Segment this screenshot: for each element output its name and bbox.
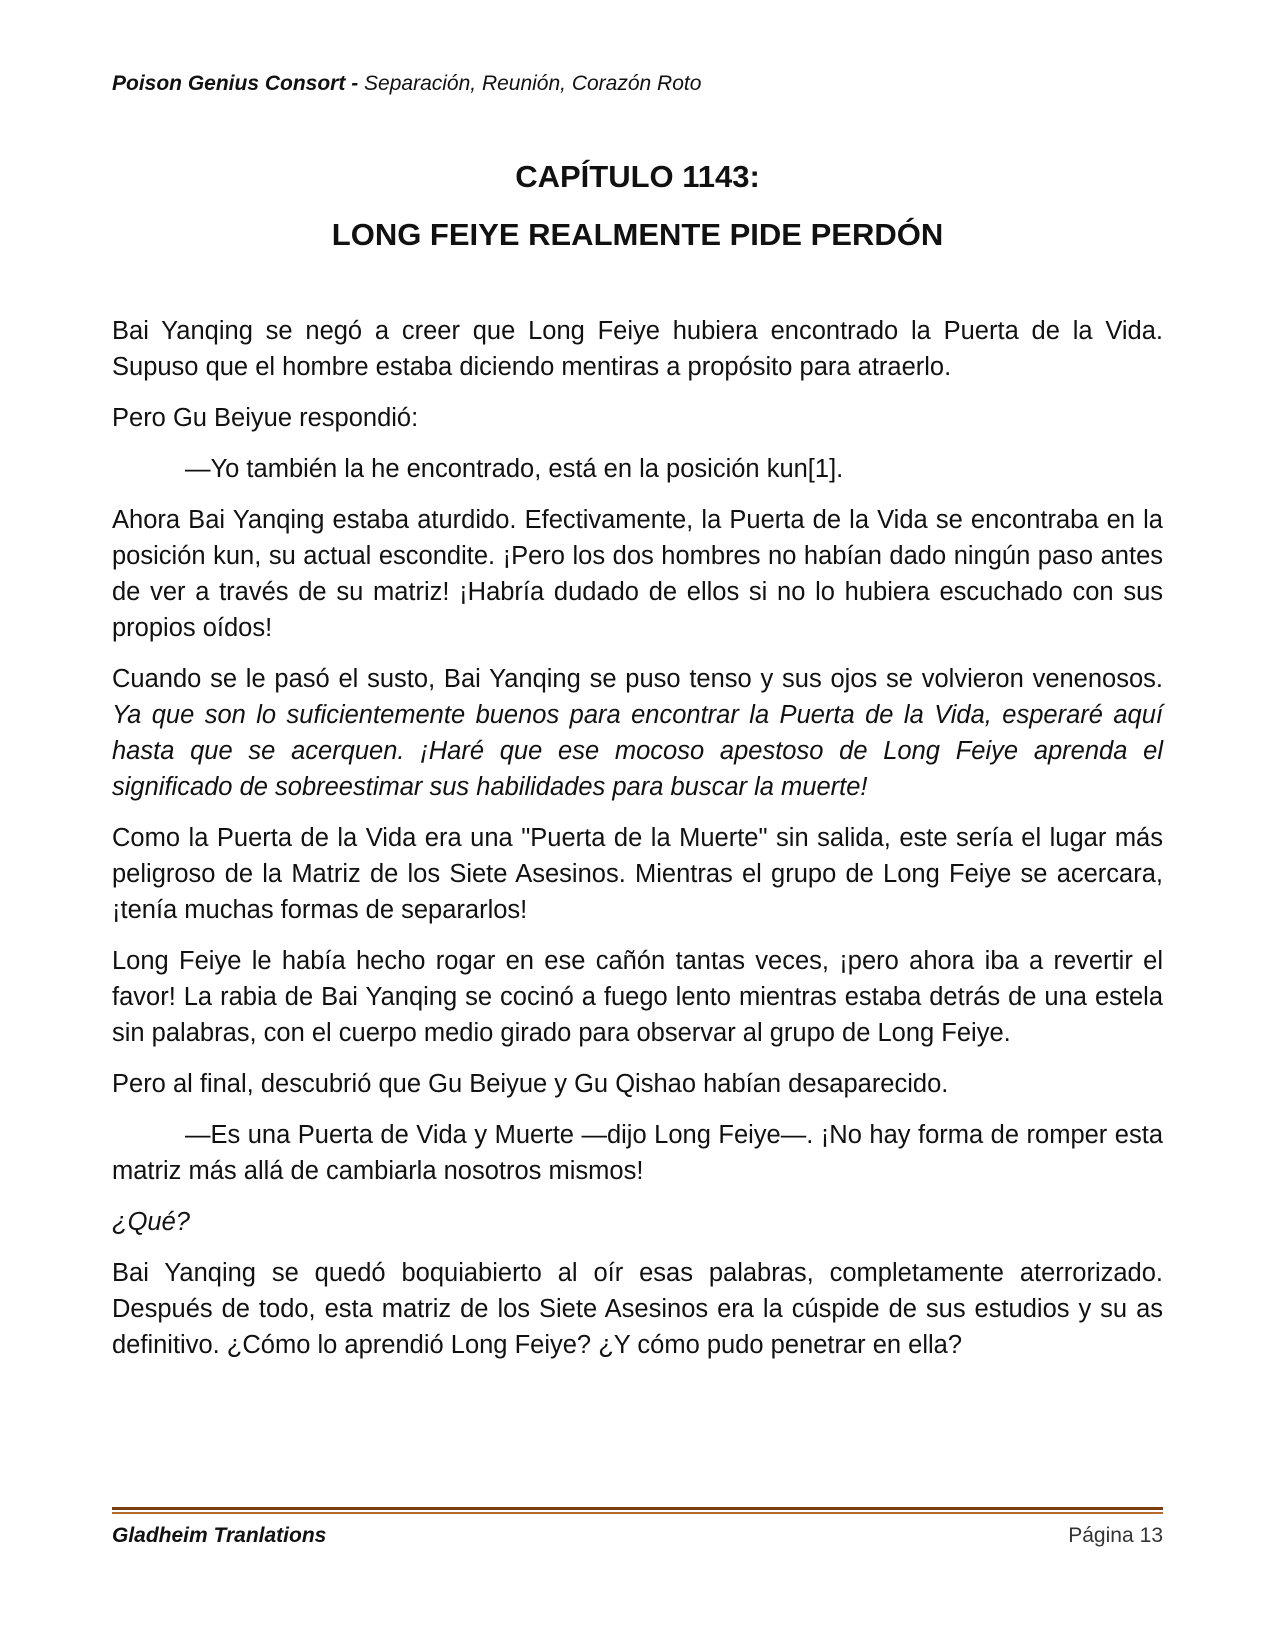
inner-thought-text: Ya que son lo suficientemente buenos para encontrar la Puerta de la Vida, esperaré aquí hasta que se acerquen. ¡Haré que ese mocoso apestoso de Long Feiye aprenda el significado de sobreestimar sus habilidades para buscar la muerte! (112, 701, 1163, 801)
paragraph: Ahora Bai Yanqing estaba aturdido. Efectivamente, la Puerta de la Vida se encontraba en la posición kun, su actual escondite. ¡Pero los dos hombres no habían dado ningún paso antes de ver a través de su matriz! ¡Habría dudado de ellos si no lo hubiera escuchado con sus propios oídos! (112, 506, 1163, 642)
chapter-title: LONG FEIYE REALMENTE PIDE PERDÓN (331, 217, 944, 252)
header-volume-title: Separación, Reunión, Corazón Roto (364, 72, 702, 95)
dialog-paragraph: —Es una Puerta de Vida y Muerte —dijo Long Feiye—. ¡No hay forma de romper esta matriz más allá de cambiarla nosotros mismos! (112, 1121, 1163, 1185)
footer-divider (112, 1507, 1163, 1514)
footer-publisher: Gladheim Tranlations (112, 1524, 327, 1547)
paragraph: Pero al final, descubrió que Gu Beiyue y Gu Qishao habían desaparecido. (112, 1070, 949, 1098)
inner-thought-paragraph: ¿Qué? (112, 1208, 190, 1236)
header-book-title: Poison Genius Consort (112, 72, 346, 95)
chapter-number: CAPÍTULO 1143: (515, 159, 760, 194)
running-header (112, 72, 701, 96)
page-label: Página (1068, 1524, 1134, 1547)
paragraph: Como la Puerta de la Vida era una "Puerta de la Muerte" sin salida, este sería el lugar más peligroso de la Matriz de los Siete Asesinos. Mientras el grupo de Long Feiye se acercara, ¡tenía muchas formas de separarlos! (112, 824, 1163, 924)
header-separator: - (345, 72, 365, 95)
paragraph (112, 661, 1163, 805)
paragraph-text: Cuando se le pasó el susto, Bai Yanqing se puso tenso y sus ojos se volvieron venenosos. (112, 665, 1163, 693)
chapter-heading (112, 148, 1163, 264)
paragraph: Long Feiye le había hecho rogar en ese cañón tantas veces, ¡pero ahora iba a revertir el favor! La rabia de Bai Yanqing se cocinó a fuego lento mientras estaba detrás de una estela sin palabras, con el cuerpo medio girado para observar al grupo de Long Feiye. (112, 947, 1163, 1047)
chapter-body (112, 313, 1163, 1378)
paragraph: Bai Yanqing se quedó boquiabierto al oír esas palabras, completamente aterrorizado. Después de todo, esta matriz de los Siete Asesinos era la cúspide de sus estudios y su as definitivo. ¿Cómo lo aprendió Long Feiye? ¿Y cómo pudo penetrar en ella? (112, 1259, 1163, 1359)
page-number: 13 (1139, 1524, 1163, 1547)
paragraph: Bai Yanqing se negó a creer que Long Feiye hubiera encontrado la Puerta de la Vida. Supuso que el hombre estaba diciendo mentiras a propósito para atraerlo. (112, 317, 1163, 381)
paragraph: Pero Gu Beiyue respondió: (112, 404, 419, 432)
footer-page (1062, 1524, 1163, 1548)
dialog-paragraph: —Yo también la he encontrado, está en la posición kun[1]. (185, 455, 844, 483)
